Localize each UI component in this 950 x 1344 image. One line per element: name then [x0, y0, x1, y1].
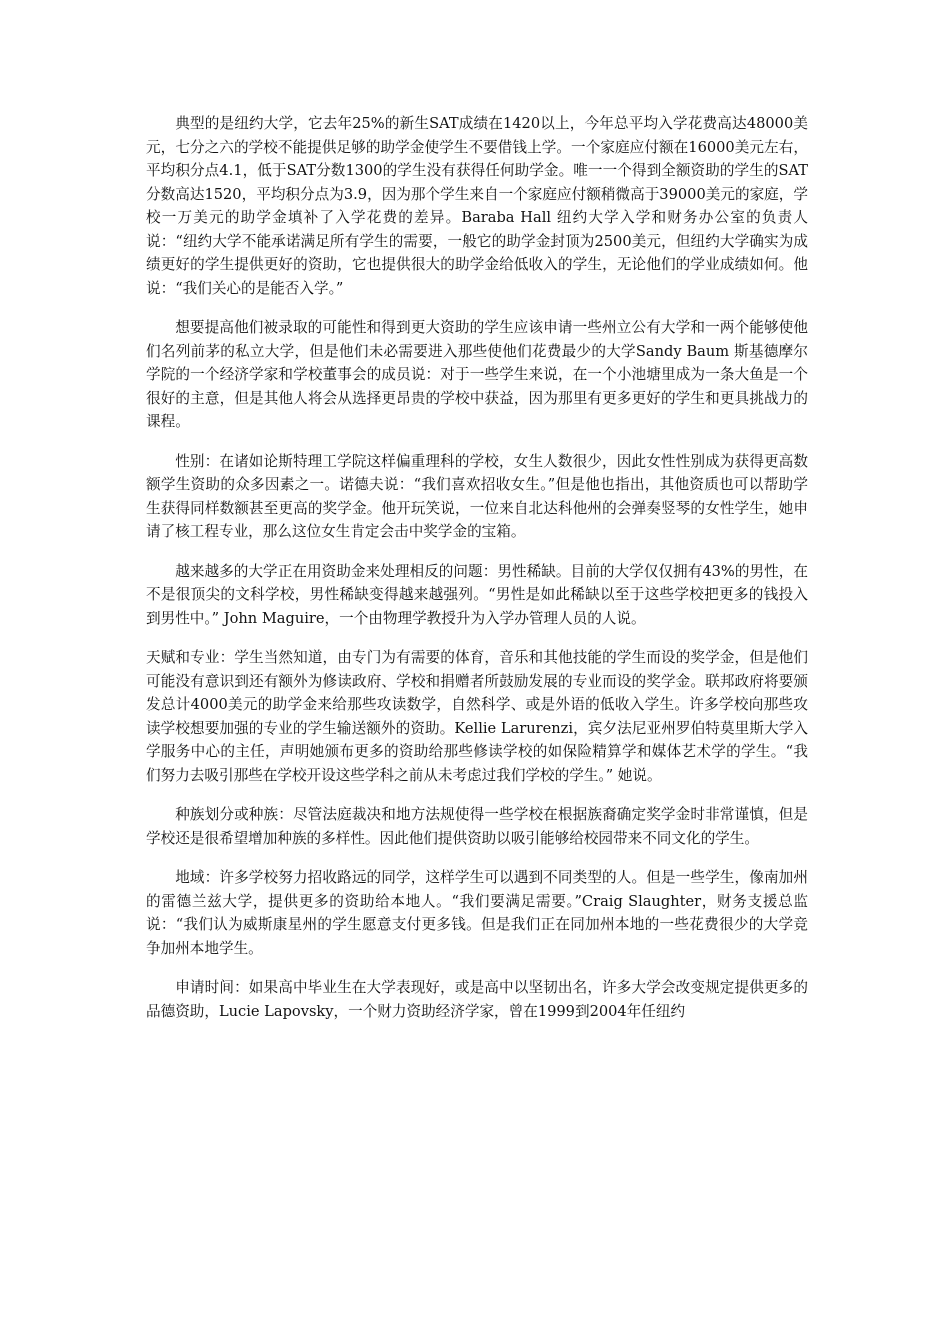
- document-page: [146, 112, 808, 1039]
- paragraph-ethnicity: 种族划分或种族：尽管法庭裁决和地方法规使得一些学校在根据族裔确定奖学金时非常谨慎，但是学校还是很希望增加种族的多样性。因此他们提供资助以吸引能够给校园带来不同文化的学生。: [146, 806, 808, 847]
- paragraph-school-choice: 想要提高他们被录取的可能性和得到更大资助的学生应该申请一些州立公有大学和一两个能够使他们名列前茅的私立大学，但是他们未必需要进入那些使他们花费最少的大学Sandy Baum 斯基德摩尔学院的一个经济学家和学校董事会的成员说：对于一些学生来说，在一个小池塘里成为一条大鱼是一个很好的主意，但是其他人将会从选择更昂贵的学校中获益，因为那里有更多更好的学生和更具挑战力的课程。: [146, 319, 808, 430]
- paragraph-talent-major: 天赋和专业：学生当然知道，由专门为有需要的体育，音乐和其他技能的学生而设的奖学金，但是他们可能没有意识到还有额外为修读政府、学校和捐赠者所鼓励发展的专业而设的奖学金。联邦政府将要颁发总计4000美元的助学金来给那些攻读数学，自然科学、或是外语的低收入学生。许多学校向那些攻读学校想要加强的专业的学生输送额外的资助。Kellie Larurenzi，宾夕法尼亚州罗伯特莫里斯大学入学服务中心的主任，声明她颁布更多的资助给那些修读学校的如保险精算学和媒体艺术学的学生。“我们努力去吸引那些在学校开设这些学科之前从未考虑过我们学校的学生。” 她说。: [146, 649, 808, 784]
- paragraph-application-timing: 申请时间：如果高中毕业生在大学表现好，或是高中以坚韧出名，许多大学会改变规定提供更多的品德资助，Lucie Lapovsky，一个财力资助经济学家，曾在1999到2004年任纽约: [146, 979, 808, 1020]
- paragraph-nyu-aid: 典型的是纽约大学，它去年25%的新生SAT成绩在1420以上，今年总平均入学花费高达48000美元，七分之六的学校不能提供足够的助学金使学生不要借钱上学。一个家庭应付额在16000美元左右，平均积分点4.1，低于SAT分数1300的学生没有获得任何助学金。唯一一个得到全额资助的学生的SAT分数高达1520，平均积分点为3.9，因为那个学生来自一个家庭应付额稍微高于39000美元的家庭，学校一万美元的助学金填补了入学花费的差异。Baraba Hall 纽约大学入学和财务办公室的负责人说：“纽约大学不能承诺满足所有学生的需要，一般它的助学金封顶为2500美元，但纽约大学确实为成绩更好的学生提供更好的资助，它也提供很大的助学金给低收入的学生，无论他们的学业成绩如何。他说：“我们关心的是能否入学。”: [146, 115, 808, 297]
- paragraph-male-scarcity: 越来越多的大学正在用资助金来处理相反的问题：男性稀缺。目前的大学仅仅拥有43%的男性，在不是很顶尖的文科学校，男性稀缺变得越来越强列。“男性是如此稀缺以至于这些学校把更多的钱投入到男性中。” John Maguire，一个由物理学教授升为入学办管理人员的人说。: [146, 562, 808, 627]
- paragraph-geography: 地域：许多学校努力招收路远的同学，这样学生可以遇到不同类型的人。但是一些学生，像南加州的雷德兰兹大学，提供更多的资助给本地人。“我们要满足需要。”Craig Slaughter，财务支援总监说：“我们认为威斯康星州的学生愿意支付更多钱。但是我们正在同加州本地的一些花费很少的大学竞争加州本地学生。: [146, 869, 808, 957]
- paragraph-gender: 性别：在诸如论斯特理工学院这样偏重理科的学校，女生人数很少，因此女性性别成为获得更高数额学生资助的众多因素之一。诺德夫说：“我们喜欢招收女生。”但是他也指出，其他资质也可以帮助学生获得同样数额甚至更高的奖学金。他开玩笑说，一位来自北达科他州的会弹奏竖琴的女性学生，她申请了核工程专业，那么这位女生肯定会击中奖学金的宝箱。: [146, 452, 808, 540]
